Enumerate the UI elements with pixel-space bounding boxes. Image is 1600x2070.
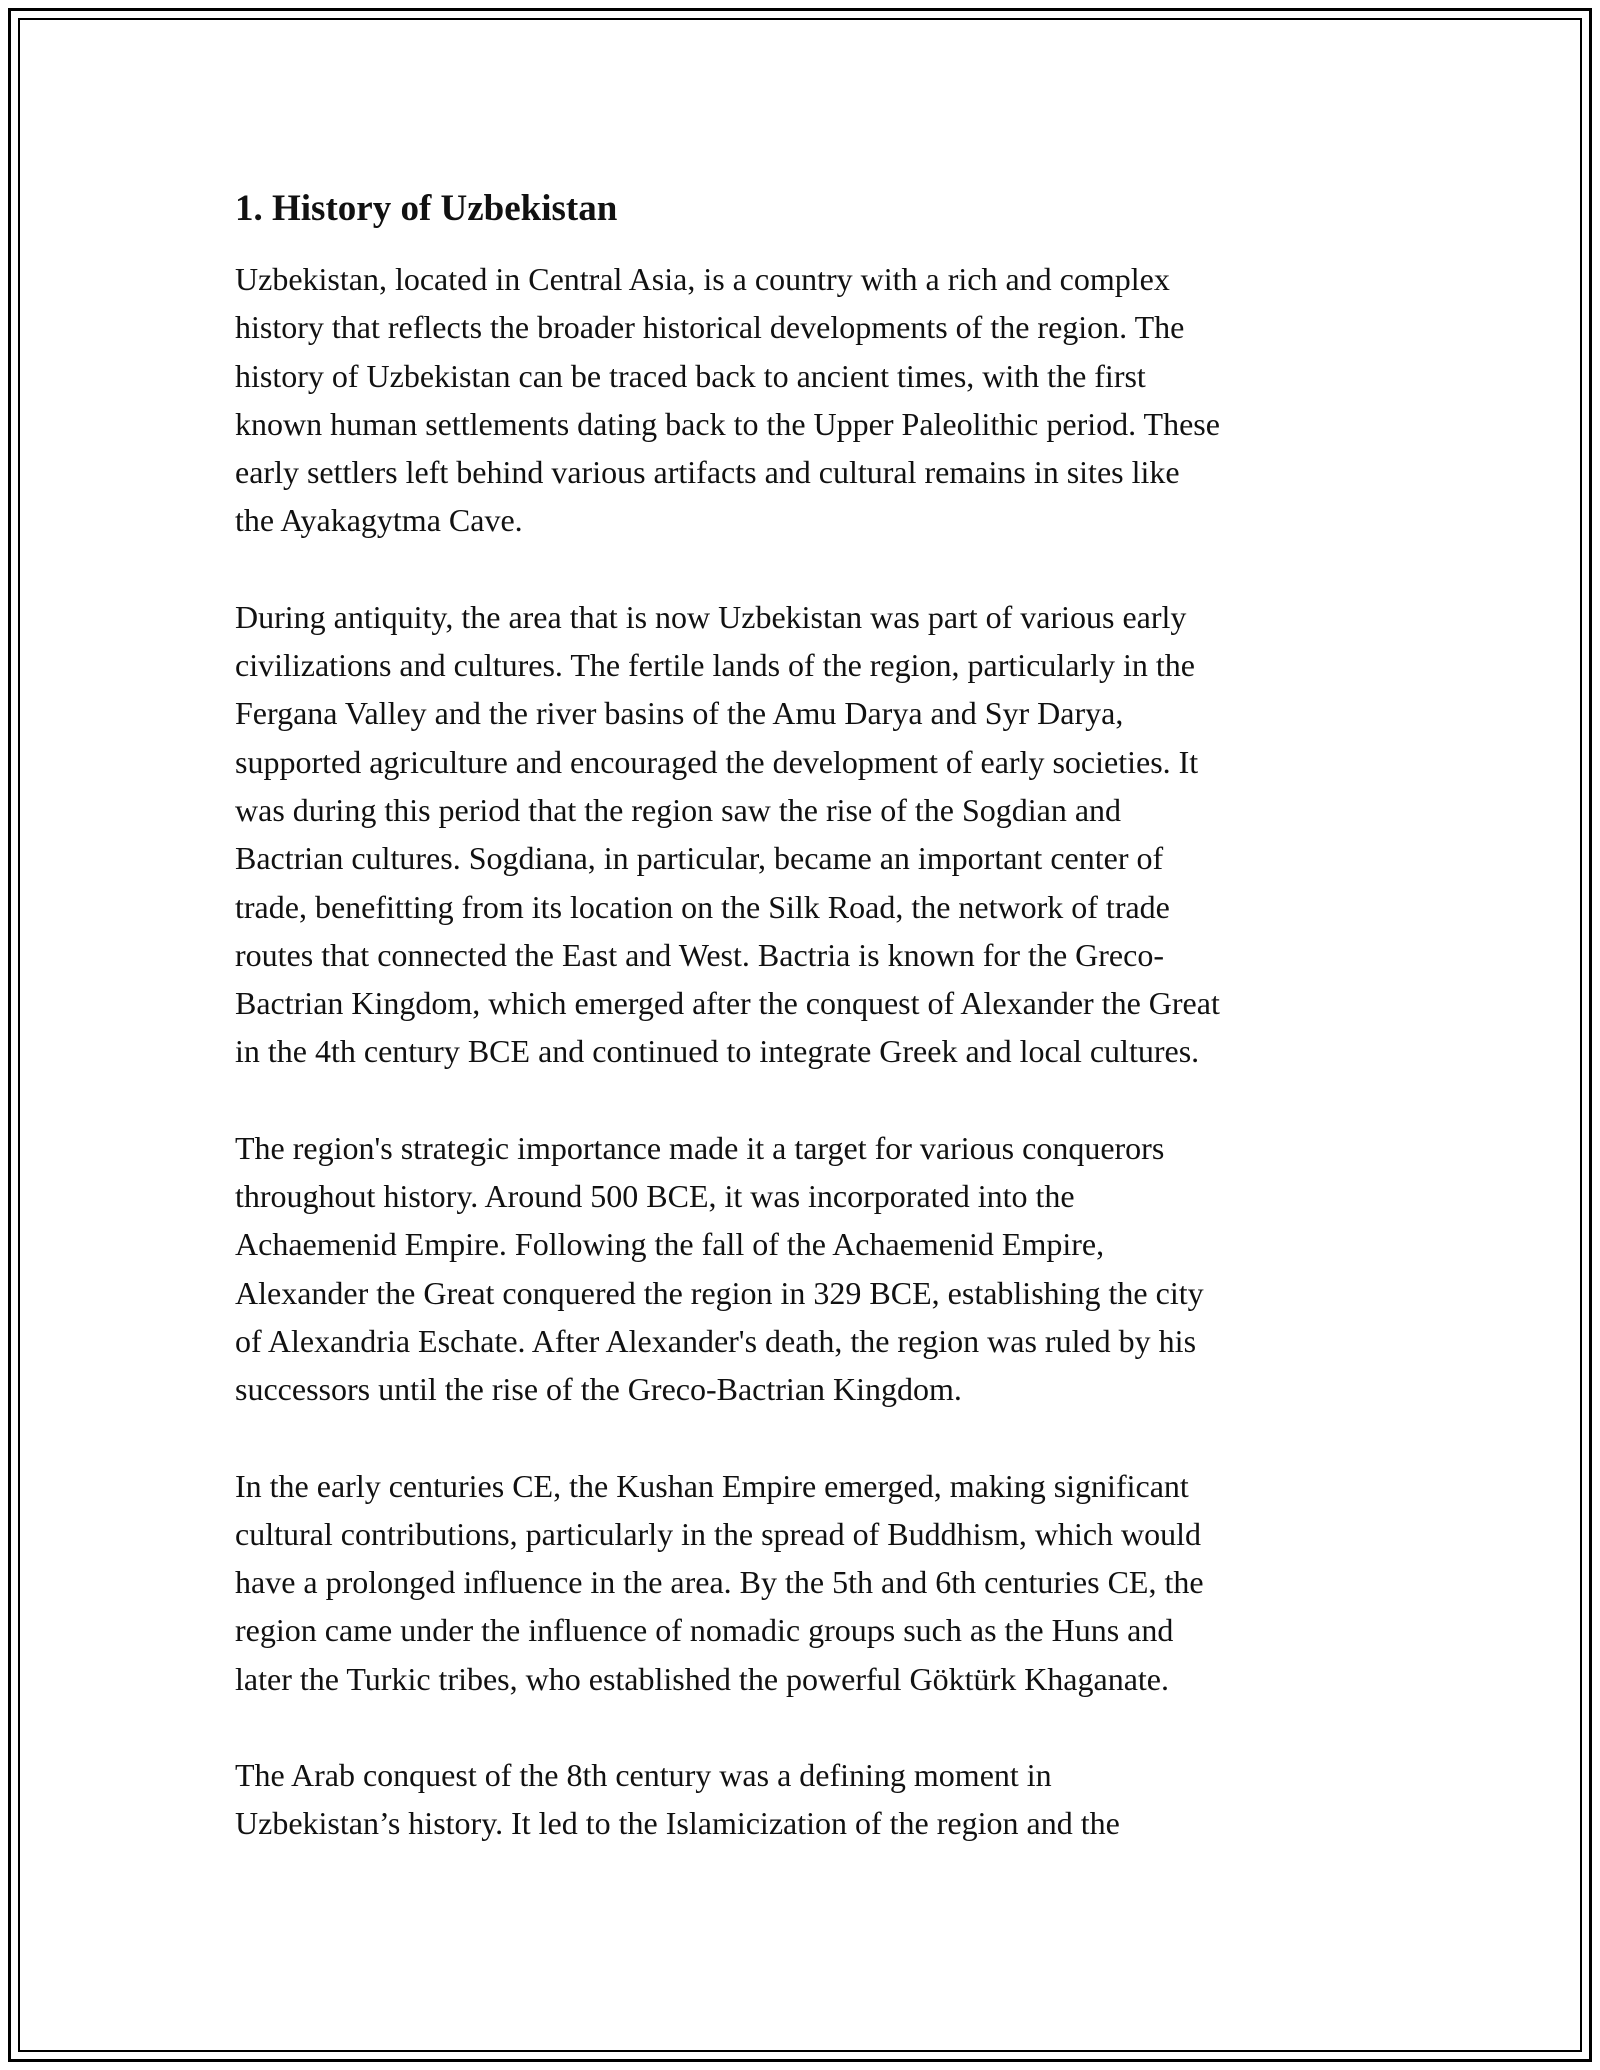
paragraph-line: The Arab conquest of the 8th century was a defining moment in	[235, 1757, 1052, 1794]
paragraph-line: throughout history. Around 500 BCE, it was incorporated into the	[235, 1178, 1075, 1215]
paragraph-line: Bactrian Kingdom, which emerged after the conquest of Alexander the Great	[235, 985, 1220, 1022]
paragraph-line: Uzbekistan’s history. It led to the Islamicization of the region and the	[235, 1805, 1120, 1842]
paragraph-line: successors until the rise of the Greco-Bactrian Kingdom.	[235, 1371, 962, 1408]
paragraph-line: later the Turkic tribes, who established the powerful Göktürk Khaganate.	[235, 1660, 1169, 1697]
section-heading: 1. History of Uzbekistan	[235, 188, 618, 229]
paragraph-line: in the 4th century BCE and continued to integrate Greek and local cultures.	[235, 1033, 1200, 1070]
paragraph	[235, 255, 1395, 545]
paragraph-list	[235, 255, 1395, 1848]
paragraph-line: During antiquity, the area that is now Uzbekistan was part of various early	[235, 598, 1187, 635]
paragraph-line: Fergana Valley and the river basins of the Amu Darya and Syr Darya,	[235, 695, 1124, 732]
paragraph	[235, 593, 1395, 1076]
paragraph-line: was during this period that the region saw the rise of the Sogdian and	[235, 791, 1122, 828]
paragraph-line: Alexander the Great conquered the region in 329 BCE, establishing the city	[235, 1274, 1204, 1311]
paragraph-line: cultural contributions, particularly in the spread of Buddhism, which would	[235, 1515, 1202, 1552]
paragraph-line: history that reflects the broader historical developments of the region. The	[235, 309, 1185, 346]
paragraph-line: history of Uzbekistan can be traced back to ancient times, with the first	[235, 357, 1146, 394]
paragraph	[235, 1751, 1395, 1848]
paragraph-line: have a prolonged influence in the area. By the 5th and 6th centuries CE, the	[235, 1564, 1204, 1601]
paragraph-line: of Alexandria Eschate. After Alexander's death, the region was ruled by his	[235, 1322, 1197, 1359]
paragraph-line: region came under the influence of nomadic groups such as the Huns and	[235, 1612, 1174, 1649]
paragraph-line: In the early centuries CE, the Kushan Empire emerged, making significant	[235, 1467, 1189, 1504]
paragraph-line: routes that connected the East and West. Bactria is known for the Greco-	[235, 936, 1164, 973]
paragraph-line: The region's strategic importance made it a target for various conquerors	[235, 1129, 1165, 1166]
paragraph-line: Achaemenid Empire. Following the fall of the Achaemenid Empire,	[235, 1226, 1105, 1263]
paragraph	[235, 1124, 1395, 1414]
paragraph-line: civilizations and cultures. The fertile lands of the region, particularly in the	[235, 647, 1195, 684]
paragraph-line: the Ayakagytma Cave.	[235, 502, 523, 539]
paragraph	[235, 1462, 1395, 1703]
paragraph-line: known human settlements dating back to the Upper Paleolithic period. These	[235, 405, 1220, 442]
paragraph-line: trade, benefitting from its location on the Silk Road, the network of trade	[235, 888, 1170, 925]
paragraph-line: early settlers left behind various artifacts and cultural remains in sites like	[235, 454, 1180, 491]
paragraph-line: supported agriculture and encouraged the development of early societies. It	[235, 743, 1199, 780]
paragraph-line: Bactrian cultures. Sogdiana, in particular, became an important center of	[235, 840, 1164, 877]
paragraph-line: Uzbekistan, located in Central Asia, is a country with a rich and complex	[235, 261, 1170, 297]
document-body	[235, 185, 1395, 1896]
